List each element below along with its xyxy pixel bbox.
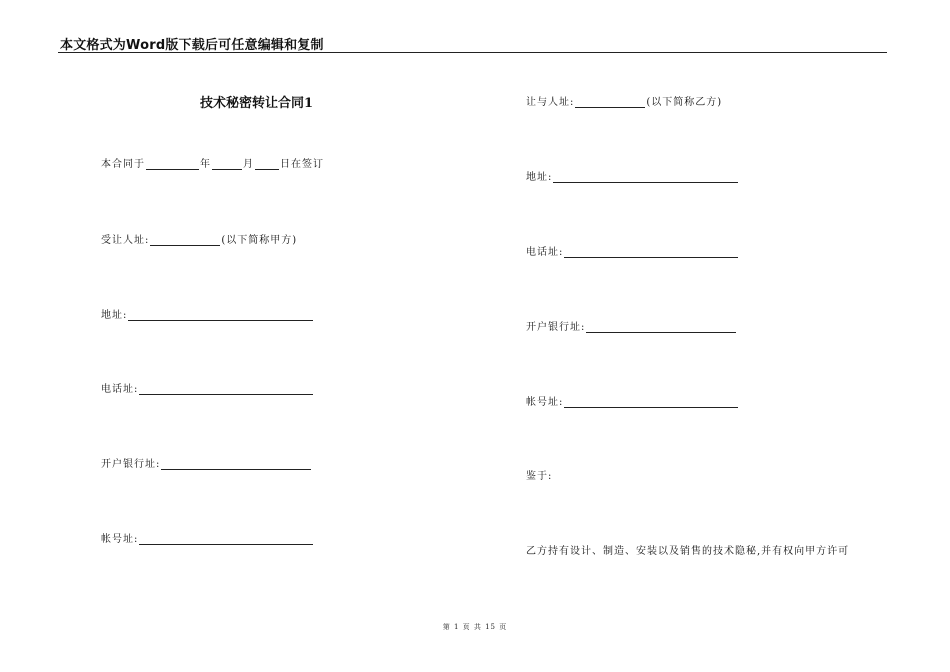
left-bank-blank [161, 460, 311, 470]
clause-line [526, 542, 849, 557]
date-blank [255, 160, 279, 170]
right-phone-label: 电话址: [526, 247, 564, 258]
day-blank [146, 160, 199, 170]
left-address-line [101, 306, 314, 321]
right-phone-blank [564, 248, 738, 258]
left-account-line [101, 530, 314, 545]
transferee-label: 受让人址: [101, 235, 150, 246]
header-text: 本文格式为Word版下载后可任意编辑和复制 [60, 38, 324, 53]
right-account-line [526, 393, 739, 408]
date-suffix: 日在签订 [280, 159, 324, 170]
date-line [101, 155, 324, 170]
transferor-blank [575, 98, 645, 108]
right-account-label: 帐号址: [526, 397, 564, 408]
right-bank-label: 开户银行址: [526, 322, 586, 333]
transferor-suffix: (以下简称乙方) [646, 97, 723, 108]
document-title: 技术秘密转让合同1 [200, 96, 314, 111]
left-bank-line [101, 455, 312, 470]
right-bank-blank [586, 323, 736, 333]
page-footer: 第 1 页 共 15 页 [442, 623, 508, 631]
month-label: 月 [243, 159, 254, 170]
whereas-line [526, 467, 552, 482]
left-address-blank [128, 311, 313, 321]
left-account-blank [139, 535, 313, 545]
left-phone-blank [139, 385, 313, 395]
document-header [58, 34, 887, 53]
right-account-blank [564, 398, 738, 408]
left-account-label: 帐号址: [101, 534, 139, 545]
month-blank [212, 160, 242, 170]
right-address-line [526, 168, 739, 183]
right-bank-line [526, 318, 737, 333]
transferee-suffix: (以下简称甲方) [221, 235, 298, 246]
whereas-label: 鉴于: [526, 471, 553, 482]
year-label: 年 [200, 159, 211, 170]
right-phone-line [526, 243, 739, 258]
transferee-blank [150, 236, 220, 246]
date-prefix: 本合同于 [101, 159, 145, 170]
transferor-label: 让与人址: [526, 97, 575, 108]
left-address-label: 地址: [101, 310, 128, 321]
right-address-blank [553, 173, 738, 183]
clause-text: 乙方持有设计、制造、安装以及销售的技术隐秘,并有权向甲方许可 [526, 546, 850, 557]
left-phone-label: 电话址: [101, 384, 139, 395]
left-bank-label: 开户银行址: [101, 459, 161, 470]
left-phone-line [101, 380, 314, 395]
transferee-line [101, 231, 297, 246]
transferor-line [526, 93, 722, 108]
right-address-label: 地址: [526, 172, 553, 183]
